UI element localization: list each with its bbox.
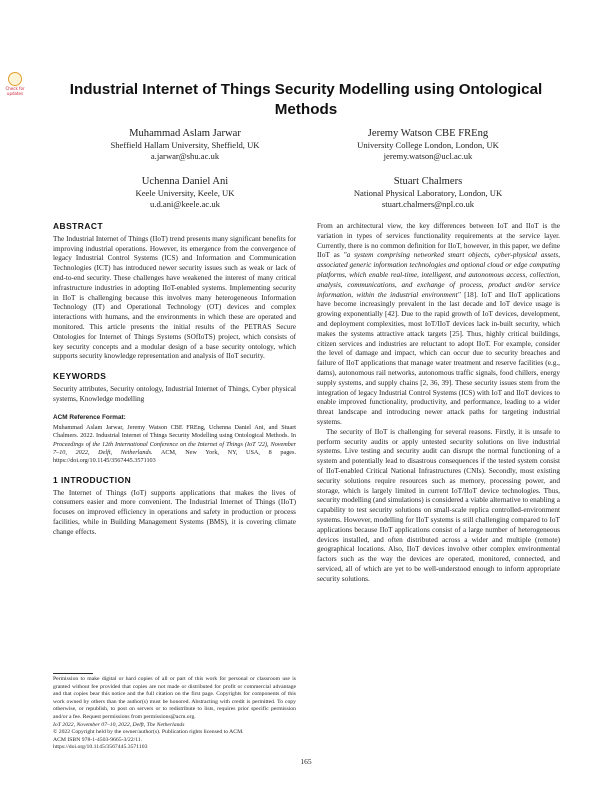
keywords-heading: KEYWORDS	[53, 371, 107, 382]
badge-line1: Check for	[5, 86, 25, 91]
copyright-line: © 2022 Copyright held by the owner/author(s). Publication rights licensed to ACM.	[53, 729, 244, 736]
permission-notice: Permission to make digital or hard copies of all or part of this work for personal or classroom use is granted without fee provided that copies are not made or distributed for profit or commercial advantage and that copies bear this notice and the full citation on the first page. Copyrights for components of this work owned by others than the author(s) must be honored. Abstracting with credit is permitted. To copy otherwise, or republish, to post on servers or to redistribute to lists, requires prior specific permission and/or a fee. Request permissions from permissions@acm.org.	[53, 676, 296, 720]
author-block	[305, 127, 551, 162]
abstract-text: The Industrial Internet of Things (IIoT) trend presents many significant benefits for improving industrial operations. However, its emergence from the convergence of legacy Industrial Control Systems (ICS) and Information and Communication Technologies (ICT) has introduced newer security issues such as weak or lack of end-to-end security. These challenges have weakened the interest of many critical infrastructure industries in adopting IIoT-enabled systems. Implementing security in IIoT is challenging because this involves many heterogeneous Information Technology (IT) and Operational Technology (OT) devices and complex interactions with humans, and the environments in which these are operated and monitored. This article presents the initial results of the PETRAS Secure Ontologies for Internet of Things Systems (SOfIoTS) project, which consists of key security concepts and a modular design of a base security ontology, which supports security knowledge representation and analysis of IIoT security.	[53, 234, 296, 361]
check-for-updates-badge[interactable]	[4, 72, 26, 102]
abstract-heading: ABSTRACT	[53, 221, 104, 231]
author-email[interactable]: stuart.chalmers@npl.co.uk	[381, 199, 475, 209]
acm-ref-venue: Proceedings of the 12th International Conference on the Internet of Things (IoT '22), November 7–10, 2022, Delft, Netherlands.	[53, 440, 296, 456]
author-email[interactable]: u.d.ani@keele.ac.uk	[150, 199, 220, 209]
paragraph-text: From an architectural view, the key differences between IoT and IIoT is the variation in types of services functionality requirements at the service layer. Currently, there is no common definition for IIoT, however, in this paper, we define IIoT as	[317, 222, 560, 260]
acm-ref-text	[53, 424, 296, 464]
badge-line2: updates	[6, 90, 24, 96]
update-icon	[8, 72, 22, 86]
paragraph-text: [18]. IoT and IIoT applications have become increasingly prevalent in the last decade and IoT device usage is growing exponentially [42]. Due to the rapid growth of IoT devices, development, and deployment complexities, most IoT/IIoT devices lack in-built security, which makes the systems attractive attack targets [25]. Thus, highly critical buildings, citizen services and industries are reluctant to adopt IIoT. For example, consider the level of damage and impact, which can occur due to security breaches and failure of IIoT applications that manage water treatment and reserve facilities (e.g., dams), autonomous rail networks, autonomous traffic signals, food chillers, energy supply systems, and supply chains [2, 36, 39]. These security issues stem from the integration of legacy Industrial Control Systems (ICS) with IoT and IIoT devices to enable improved functionality, productivity, and performance, leading to a wider threat landscape and introducing newer attack paths for targeting industrial systems.	[317, 290, 560, 426]
right-column	[317, 222, 560, 584]
venue-line: IoT 2022, November 07–10, 2022, Delft, The Netherlands	[53, 721, 185, 728]
doi-link[interactable]: https://doi.org/10.1145/3567445.3571103	[53, 744, 148, 751]
acm-ref-doi[interactable]: ACM, New York, NY, USA, 8 pages. https://doi.org/10.1145/3567445.3571103	[53, 448, 296, 464]
author-name: Stuart Chalmers	[393, 176, 463, 187]
footnote	[53, 676, 296, 752]
author-affiliation: Sheffield Hallam University, Sheffield, UK	[110, 140, 260, 150]
author-name: Jeremy Watson CBE FREng	[367, 128, 489, 139]
author-affiliation: Keele University, Keele, UK	[135, 188, 235, 198]
author-block	[62, 127, 308, 162]
keywords-text: Security attributes, Security ontology, Industrial Internet of Things, Cyber physical systems, Knowledge modelling	[53, 384, 296, 403]
paper-title: Industrial Internet of Things Security Modelling using Ontological Methods	[69, 81, 543, 118]
isbn-line: ACM ISBN 978-1-4503-9665-3/22/11.	[53, 736, 143, 743]
acm-ref-authors: Muhammad Aslam Jarwar, Jeremy Watson CBE FREng, Uchenna Daniel Ani, and Stuart Chalmers. 2022. Industrial Internet of Things Security Modelling using Ontological Methods. In	[53, 424, 296, 440]
author-block	[62, 175, 308, 210]
iiot-definition: "a system comprising networked smart objects, cyber-physical assets, associated generic information technologies and optional cloud or edge computing platforms, which enable real-time, intelligent, and autonomous access, collection, analysis, communications, and exchange of process, product and/or service information, within the industrial environment"	[317, 251, 561, 299]
author-affiliation: National Physical Laboratory, London, UK	[353, 188, 503, 198]
author-affiliation: University College London, London, UK	[357, 140, 499, 150]
introduction-text: The Internet of Things (IoT) supports applications that makes the lives of consumers easier and more convenient. The Industrial Internet of Things (IIoT) focuses on improved efficiency in operations and safety in production or process facilities, while in Building Management Systems (BMS), it is covering climate change effects.	[53, 488, 296, 536]
left-column	[53, 222, 296, 538]
paragraph: The security of IIoT is challenging for several reasons. Firstly, it is unsafe to perform security audits or apply untested security solutions on live industrial systems. Live testing and security audit can disrupt the normal functioning of a system and potentially lead to disastrous consequences if the tested system consist of IIoT-enabled Critical National Infrastructures (CNIs). Secondly, most existing security solutions require resources such as memory, processing power, and storage, which is largely limited in current IoT/IIoT device technologies. Thus, security modelling (and simulations) is considered a viable alternative to enabling a capability to test security solutions on small-scale replica controlled-environment systems. However, modelling for IIoT systems is still challenging compared to IoT applications because IIoT applications consist of a large number of heterogeneous devices installed, and often distributed across a wider and multiple (remote) geographical locations. Also, IIoT devices involve other complex environmental factors such as the way the devices are operated, monitored, connected, and serviced, all of which are yet to be well-understood enough to inform appropriate security solutions.	[317, 427, 560, 583]
author-block	[305, 175, 551, 210]
footnote-divider	[53, 673, 93, 674]
introduction-heading: 1 INTRODUCTION	[53, 474, 132, 485]
author-name: Muhammad Aslam Jarwar	[129, 128, 241, 139]
page-number: 165	[300, 757, 312, 766]
paragraph	[317, 222, 560, 428]
author-name: Uchenna Daniel Ani	[141, 176, 229, 187]
author-email[interactable]: a.jarwar@shu.ac.uk	[150, 151, 220, 161]
acm-ref-heading: ACM Reference Format:	[53, 413, 126, 421]
author-email[interactable]: jeremy.watson@ucl.ac.uk	[383, 151, 473, 161]
